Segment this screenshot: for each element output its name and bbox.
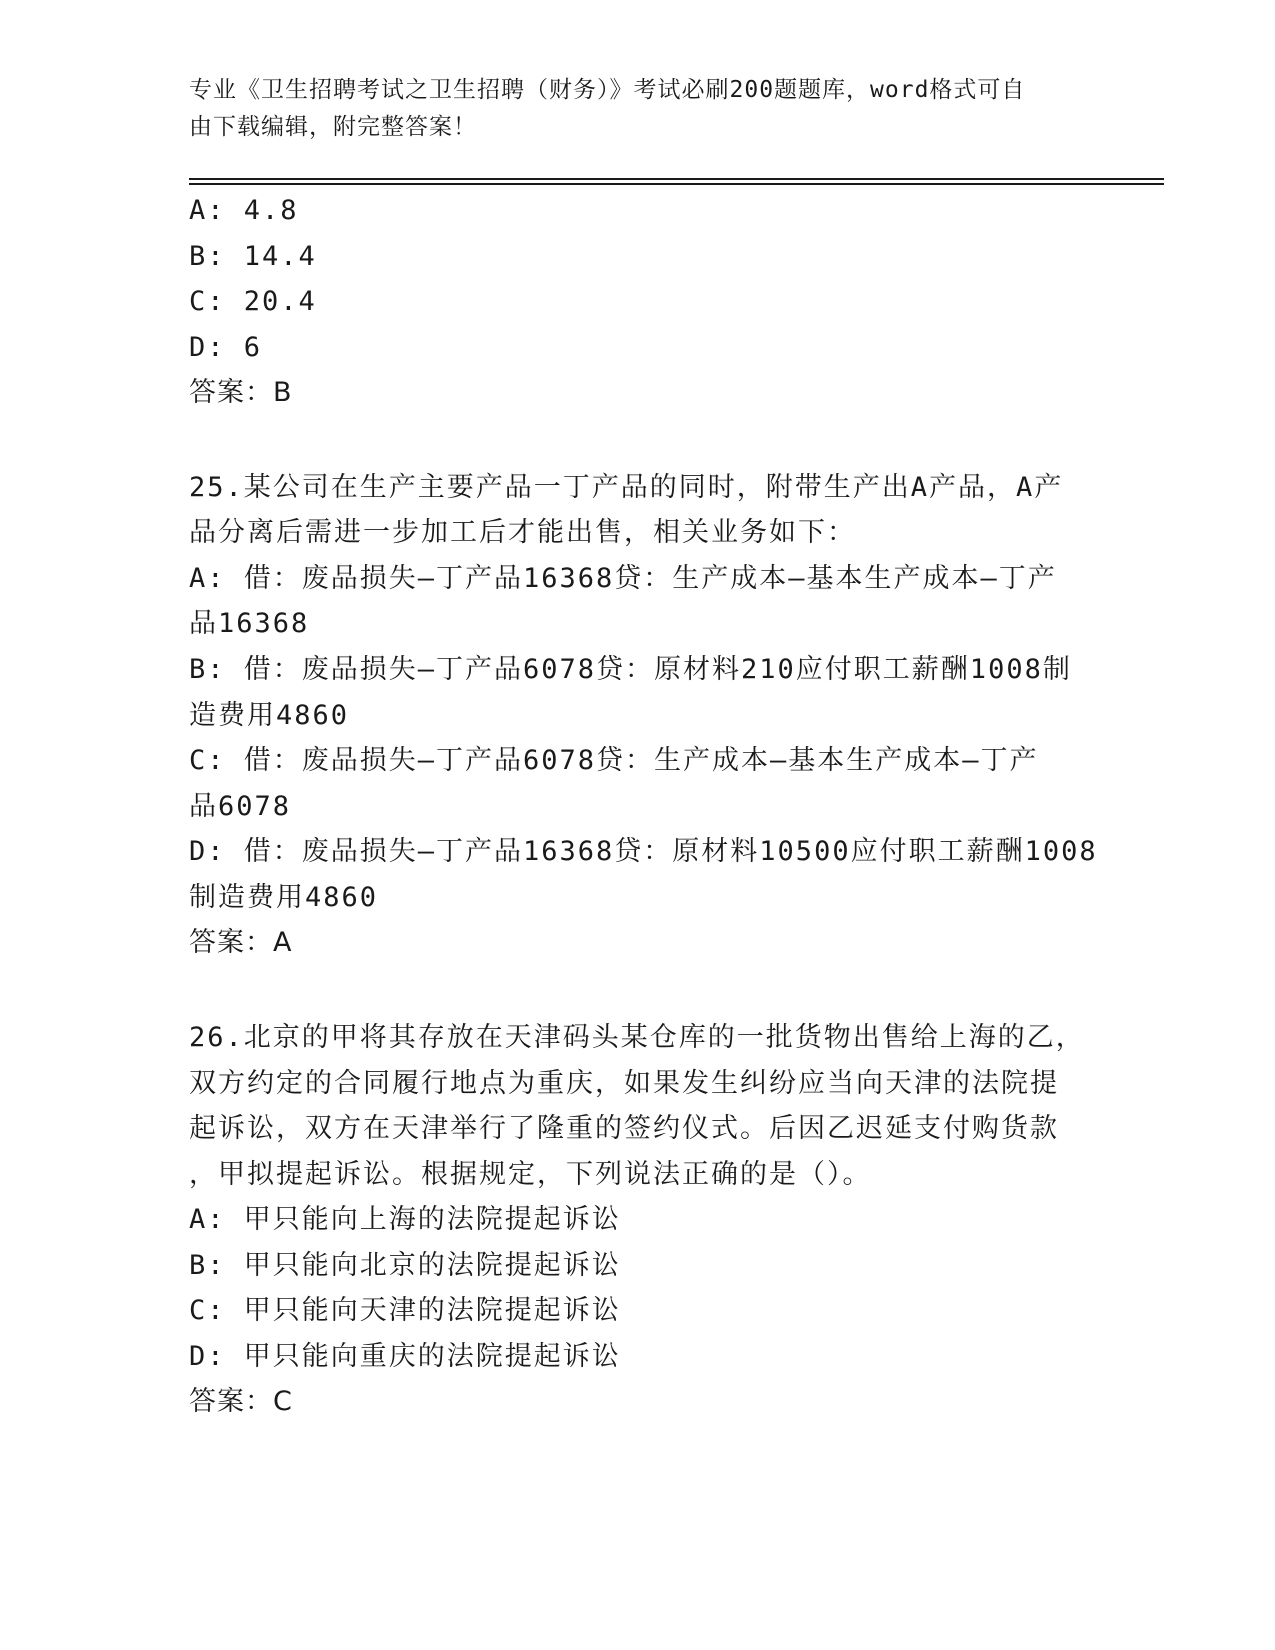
q25-option-a-line-1: A: 借：废品损失—丁产品16368贷：生产成本—基本生产成本—丁产 bbox=[189, 563, 1057, 594]
q26-option-a: A: 甲只能向上海的法院提起诉讼 bbox=[189, 1204, 621, 1235]
q24-option-a: A: 4.8 bbox=[189, 195, 299, 226]
q25-option-d-line-1: D: 借：废品损失—丁产品16368贷：原材料10500应付职工薪酬1008 bbox=[189, 836, 1098, 867]
q26-stem-line-4: ，甲拟提起诉讼。根据规定，下列说法正确的是（）。 bbox=[189, 1159, 872, 1190]
header-divider-bottom bbox=[189, 183, 1164, 185]
q26-option-c: C: 甲只能向天津的法院提起诉讼 bbox=[189, 1295, 621, 1326]
q26-stem-line-2: 双方约定的合同履行地点为重庆，如果发生纠纷应当向天津的法院提 bbox=[189, 1068, 1059, 1099]
q26-option-b: B: 甲只能向北京的法院提起诉讼 bbox=[189, 1250, 621, 1281]
header-line-1: 专业《卫生招聘考试之卫生招聘（财务）》考试必刷200题题库，word格式可自 bbox=[189, 77, 1026, 103]
q24-option-d: D: 6 bbox=[189, 332, 263, 363]
q26-stem-line-3: 起诉讼，双方在天津举行了隆重的签约仪式。后因乙迟延支付购货款 bbox=[189, 1113, 1059, 1144]
q26-answer: 答案：C bbox=[189, 1386, 293, 1417]
q25-stem-line-1: 25.某公司在生产主要产品一丁产品的同时，附带生产出A产品，A产 bbox=[189, 472, 1064, 503]
q25-option-b-line-2: 造费用4860 bbox=[189, 700, 350, 731]
q24-answer: 答案：B bbox=[189, 377, 293, 408]
q24-option-b: B: 14.4 bbox=[189, 241, 317, 272]
q25-stem-line-2: 品分离后需进一步加工后才能出售，相关业务如下： bbox=[189, 517, 856, 548]
q25-option-b-line-1: B: 借：废品损失—丁产品6078贷：原材料210应付职工薪酬1008制 bbox=[189, 654, 1072, 685]
q25-option-d-line-2: 制造费用4860 bbox=[189, 882, 379, 913]
q25-answer: 答案：A bbox=[189, 927, 293, 958]
header-line-2: 由下载编辑，附完整答案！ bbox=[189, 114, 477, 140]
q26-stem-line-1: 26.北京的甲将其存放在天津码头某仓库的一批货物出售给上海的乙， bbox=[189, 1022, 1085, 1053]
q25-option-a-line-2: 品16368 bbox=[189, 608, 310, 639]
q25-option-c-line-1: C: 借：废品损失—丁产品6078贷：生产成本—基本生产成本—丁产 bbox=[189, 745, 1039, 776]
document-header bbox=[189, 72, 1069, 146]
q25-option-c-line-2: 品6078 bbox=[189, 791, 292, 822]
header-divider-top bbox=[189, 178, 1164, 180]
q26-option-d: D: 甲只能向重庆的法院提起诉讼 bbox=[189, 1341, 621, 1372]
q24-option-c: C: 20.4 bbox=[189, 286, 317, 317]
